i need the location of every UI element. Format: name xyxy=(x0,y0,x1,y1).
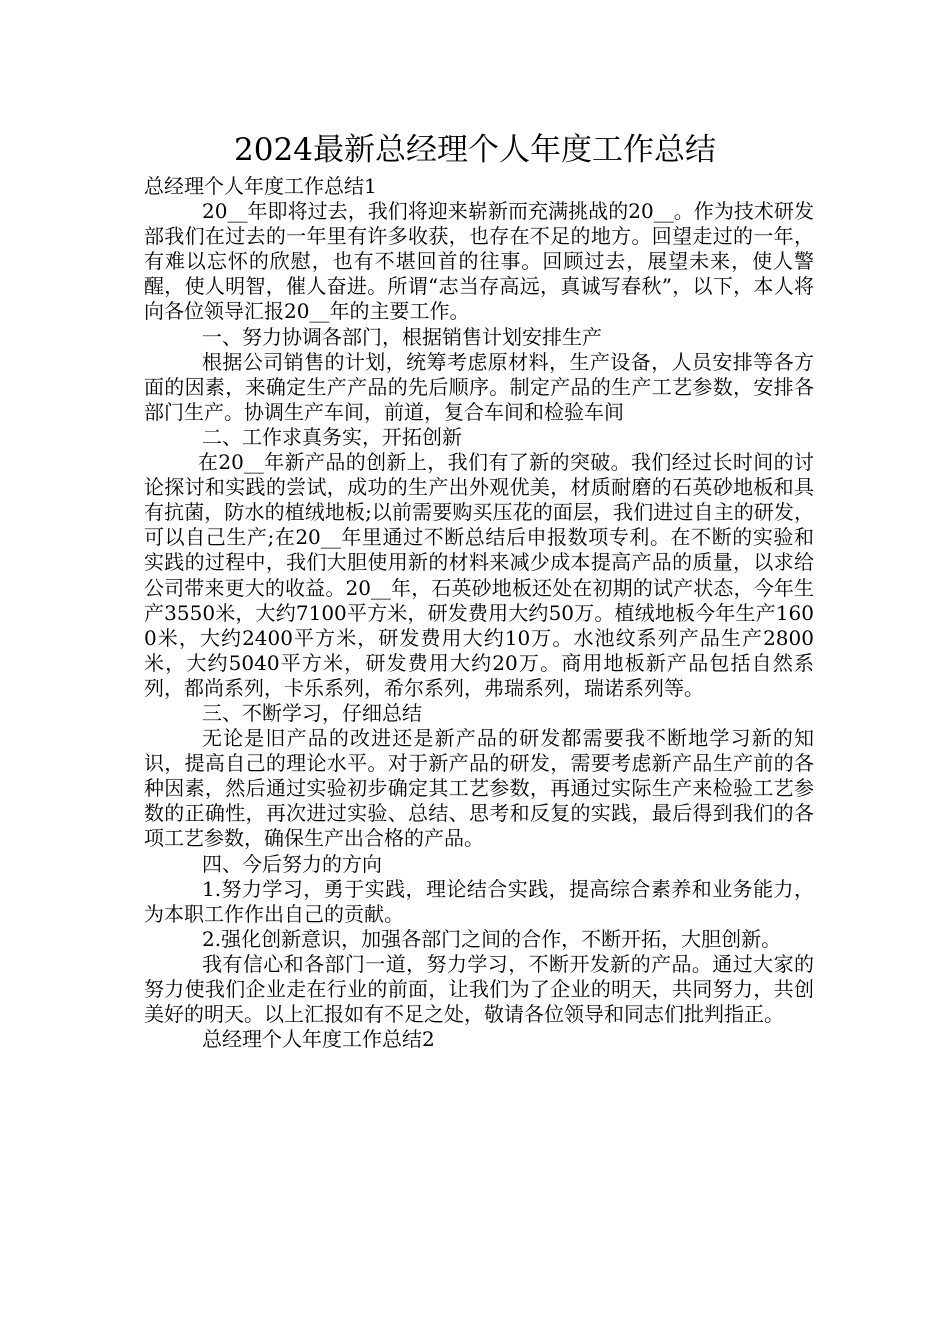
document-body xyxy=(144,174,814,1052)
section-title-1: 总经理个人年度工作总结1 xyxy=(144,174,377,198)
document-title: 2024最新总经理个人年度工作总结 xyxy=(234,132,716,168)
heading-two: 二、工作求真务实，开拓创新 xyxy=(202,424,462,449)
paragraph-direction-1: 1.努力学习，勇于实践，理论结合实践，提高综合素养和业务能力，为本职工作作出自己的贡献。 xyxy=(144,876,814,926)
paragraph-direction-2: 2.强化创新意识，加强各部门之间的合作，不断开拓，大胆创新。 xyxy=(202,926,782,951)
heading-one: 一、努力协调各部门，根据销售计划安排生产 xyxy=(202,324,602,349)
heading-three: 三、不断学习，仔细总结 xyxy=(202,700,422,725)
paragraph-learning: 无论是旧产品的改进还是新产品的研发都需要我不断地学习新的知识，提高自己的理论水平。对于新产品的研发，需要考虑新产品生产前的各种因素，然后通过实验初步确定其工艺参数，再通过实际生产来检验工艺参数的正确性，再次进过实验、总结、思考和反复的实践，最后得到我们的各项工艺参数，确保生产出合格的产品。 xyxy=(144,726,814,851)
paragraph-innovation: 在20__年新产品的创新上，我们有了新的突破。我们经过长时间的讨论探讨和实践的尝试，成功的生产出外观优美，材质耐磨的石英砂地板和具有抗菌，防水的植绒地板;以前需要购买压花的面层，我们进过自主的研发，可以自己生产;在20__年里通过不断总结后申报数项专利。在不断的实验和实践的过程中，我们大胆使用新的材料来减少成本提高产品的质量，以求给公司带来更大的收益。20__年，石英砂地板还处在初期的试产状态，今年生产3550米，大约7100平方米，研发费用大约50万。植绒地板今年生产1600米，大约2400平方米，研发费用大约10万。水池纹系列产品生产2800米，大约5040平方米，研发费用大约20万。商用地板新产品包括自然系列，都尚系列，卡乐系列，希尔系列，弗瑞系列，瑞诺系列等。 xyxy=(144,450,814,700)
paragraph-closing: 我有信心和各部门一道，努力学习，不断开发新的产品。通过大家的努力使我们企业走在行业的前面，让我们为了企业的明天，共同努力，共创美好的明天。以上汇报如有不足之处，敬请各位领导和同志们批判指正。 xyxy=(144,951,814,1027)
intro-paragraph: 20__年即将过去，我们将迎来崭新而充满挑战的20__。作为技术研发部我们在过去的一年里有许多收获，也存在不足的地方。回望走过的一年，有难以忘怀的欣慰，也有不堪回首的往事。回顾过去，展望未来，使人警醒，使人明智，催人奋进。所谓“志当存高远，真诚写春秋”，以下，本人将向各位领导汇报20__年的主要工作。 xyxy=(144,199,814,324)
section-title-2: 总经理个人年度工作总结2 xyxy=(202,1027,435,1052)
paragraph-production-plan: 根据公司销售的计划，统筹考虑原材料，生产设备，人员安排等各方面的因素，来确定生产产品的先后顺序。制定产品的生产工艺参数，安排各部门生产。协调生产车间，前道，复合车间和检验车间 xyxy=(144,349,814,424)
heading-four: 四、今后努力的方向 xyxy=(202,851,382,876)
